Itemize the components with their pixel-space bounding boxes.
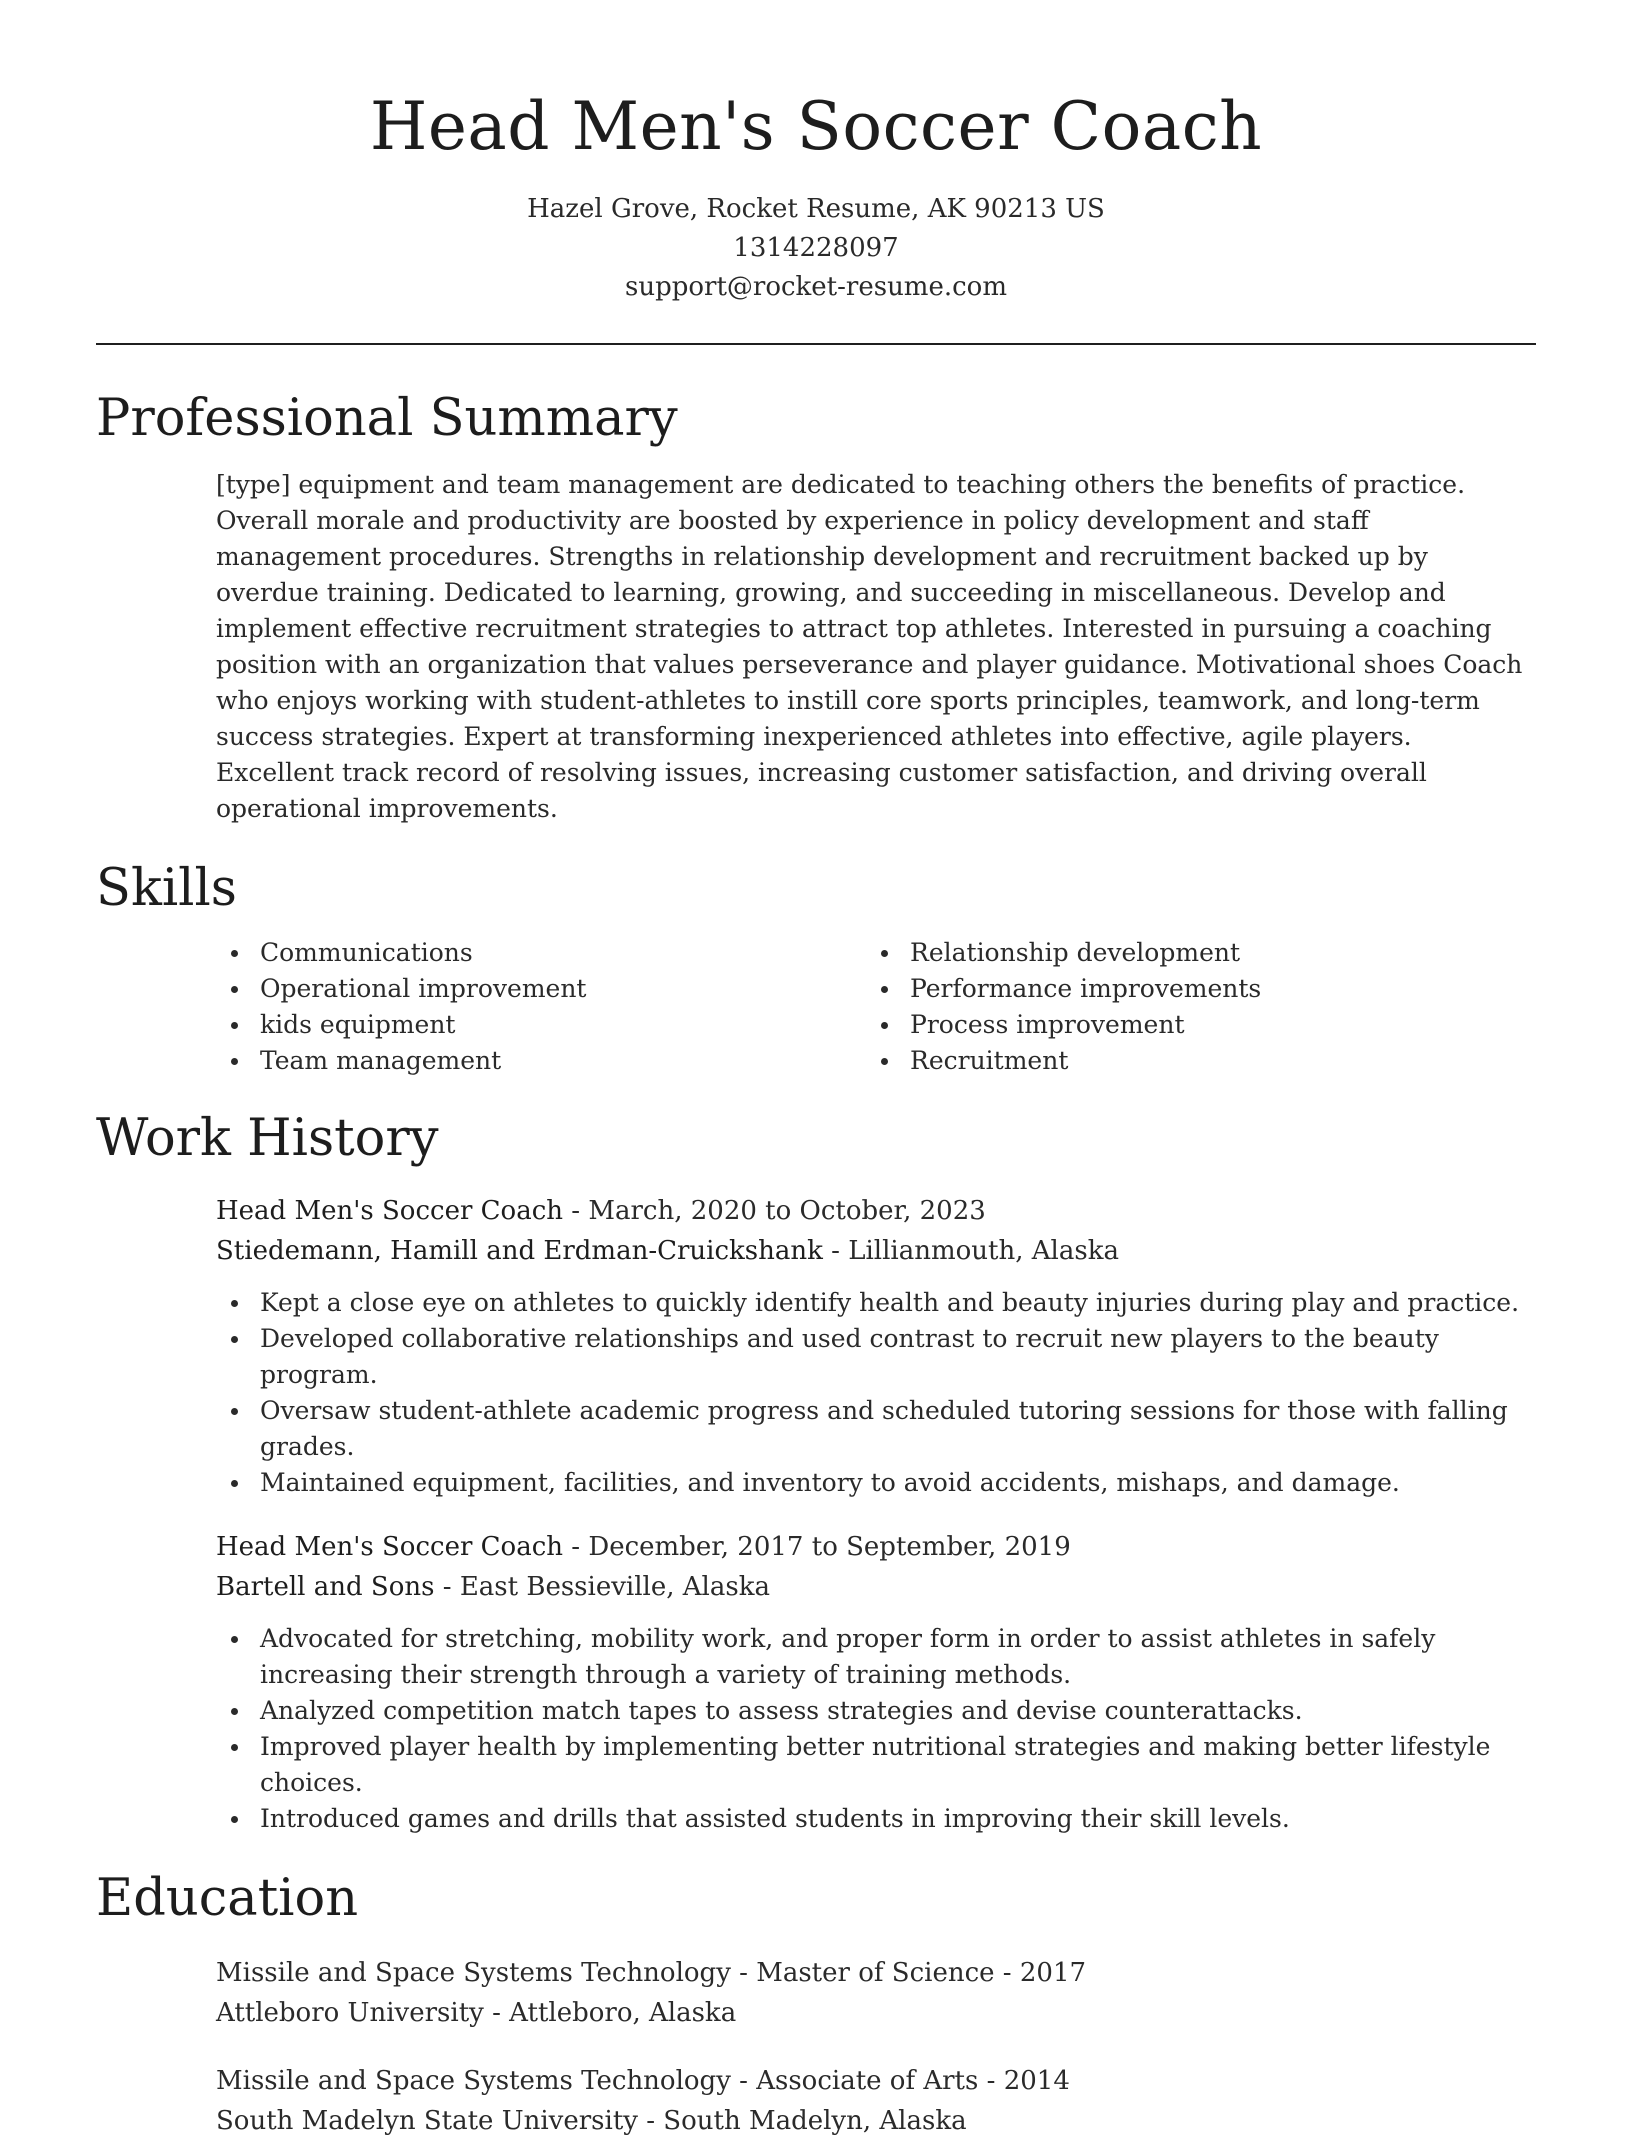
education-location: Attleboro, Alaska bbox=[509, 1998, 737, 2028]
job-location: East Bessieville, Alaska bbox=[459, 1572, 770, 1602]
job-dates: March, 2020 to October, 2023 bbox=[588, 1196, 986, 1226]
separator: - bbox=[563, 1532, 589, 1562]
skill-item: Operational improvement bbox=[216, 971, 866, 1007]
job-bullet: Introduced games and drills that assisted students in improving their skill levels. bbox=[216, 1801, 1536, 1837]
education-degree: Master of Science bbox=[756, 1958, 995, 1988]
job-bullet: Developed collaborative relationships and used contrast to recruit new players to the beauty program. bbox=[216, 1321, 1536, 1393]
separator: - bbox=[637, 2106, 664, 2136]
education-degree-line bbox=[216, 2061, 1536, 2101]
job-title-line bbox=[216, 1527, 1536, 1567]
job-location: Lillianmouth, Alaska bbox=[848, 1236, 1119, 1266]
skills-grid bbox=[96, 935, 1536, 1079]
separator: - bbox=[978, 2066, 1004, 2096]
separator: - bbox=[730, 2066, 757, 2096]
job-company: Bartell and Sons bbox=[216, 1572, 435, 1602]
skill-item: kids equipment bbox=[216, 1007, 866, 1043]
skill-item: Relationship development bbox=[866, 935, 1516, 971]
job-title: Head Men's Soccer Coach bbox=[216, 1532, 564, 1562]
education-school-line bbox=[216, 1993, 1536, 2033]
education-location: South Madelyn, Alaska bbox=[663, 2106, 967, 2136]
skill-item: Recruitment bbox=[866, 1043, 1516, 1079]
education-degree-line bbox=[216, 1953, 1536, 1993]
separator: - bbox=[730, 1958, 757, 1988]
skills-column-left bbox=[216, 935, 866, 1079]
separator: - bbox=[994, 1958, 1020, 1988]
separator: - bbox=[483, 1998, 510, 2028]
job-bullet: Kept a close eye on athletes to quickly identify health and beauty injuries during play and practice. bbox=[216, 1285, 1536, 1321]
education-entry bbox=[96, 1953, 1536, 2033]
education-school: South Madelyn State University bbox=[216, 2106, 638, 2136]
separator: - bbox=[434, 1572, 460, 1602]
skills-section bbox=[96, 857, 1536, 1079]
skills-column-right bbox=[866, 935, 1516, 1079]
education-entry bbox=[96, 2061, 1536, 2141]
skill-item: Communications bbox=[216, 935, 866, 971]
job-bullet: Advocated for stretching, mobility work, and proper form in order to assist athletes in safely increasing their strength through a variety of training methods. bbox=[216, 1621, 1536, 1693]
separator: - bbox=[822, 1236, 849, 1266]
separator: - bbox=[563, 1196, 589, 1226]
section-title-skills: Skills bbox=[96, 859, 237, 918]
education-field: Missile and Space Systems Technology bbox=[216, 2066, 731, 2096]
job-company: Stiedemann, Hamill and Erdman-Cruickshank bbox=[216, 1236, 823, 1266]
summary-text: [type] equipment and team management are dedicated to teaching others the benefits of practice. Overall morale and productivity are boosted by experience in policy development and staff management procedures. Strengths in relationship development and recruitment backed up by overdue training. Dedicated to learning, growing, and succeeding in miscellaneous. Develop and implement effective recruitment strategies to attract top athletes. Interested in pursuing a coaching position with an organization that values perseverance and player guidance. Motivational shoes Coach who enjoys working with student-athletes to instill core sports principles, teamwork, and long-term success strategies. Expert at transforming inexperienced athletes into effective, agile players. Excellent track record of resolving issues, increasing customer satisfaction, and driving overall operational improvements. bbox=[216, 470, 1523, 823]
header-divider bbox=[96, 343, 1536, 345]
job-header bbox=[216, 1527, 1536, 1607]
address: Hazel Grove, Rocket Resume, AK 90213 US bbox=[527, 194, 1105, 224]
job-bullet: Improved player health by implementing better nutritional strategies and making better lifestyle choices. bbox=[216, 1729, 1536, 1801]
section-title-summary: Professional Summary bbox=[96, 389, 678, 448]
education-school: Attleboro University bbox=[216, 1998, 484, 2028]
section-title-work: Work History bbox=[96, 1109, 439, 1168]
candidate-name: Head Men's Soccer Coach bbox=[369, 88, 1263, 165]
work-history-section bbox=[96, 1107, 1536, 1837]
job-org-line bbox=[216, 1231, 1536, 1271]
job-bullets bbox=[216, 1621, 1536, 1837]
contact-block bbox=[96, 190, 1536, 307]
job-dates: December, 2017 to September, 2019 bbox=[588, 1532, 1071, 1562]
phone: 1314228097 bbox=[733, 233, 899, 263]
job-entry bbox=[96, 1527, 1536, 1837]
professional-summary-section bbox=[96, 387, 1536, 827]
skill-item: Process improvement bbox=[866, 1007, 1516, 1043]
education-year: 2014 bbox=[1003, 2066, 1070, 2096]
job-title: Head Men's Soccer Coach bbox=[216, 1196, 564, 1226]
job-header bbox=[216, 1191, 1536, 1271]
education-degree: Associate of Arts bbox=[756, 2066, 979, 2096]
job-bullets bbox=[216, 1285, 1536, 1501]
job-title-line bbox=[216, 1191, 1536, 1231]
section-title-education: Education bbox=[96, 1869, 359, 1928]
resume-header bbox=[96, 0, 1536, 307]
job-bullet: Analyzed competition match tapes to assess strategies and devise counterattacks. bbox=[216, 1693, 1536, 1729]
skill-item: Team management bbox=[216, 1043, 866, 1079]
education-year: 2017 bbox=[1019, 1958, 1087, 1988]
job-org-line bbox=[216, 1567, 1536, 1607]
skill-item: Performance improvements bbox=[866, 971, 1516, 1007]
education-school-line bbox=[216, 2101, 1536, 2141]
job-bullet: Maintained equipment, facilities, and inventory to avoid accidents, mishaps, and damage. bbox=[216, 1465, 1536, 1501]
education-field: Missile and Space Systems Technology bbox=[216, 1958, 731, 1988]
job-bullet: Oversaw student-athlete academic progress and scheduled tutoring sessions for those with falling grades. bbox=[216, 1393, 1536, 1465]
job-entry bbox=[96, 1191, 1536, 1501]
education-section bbox=[96, 1867, 1536, 2141]
email: support@rocket-resume.com bbox=[624, 272, 1007, 302]
